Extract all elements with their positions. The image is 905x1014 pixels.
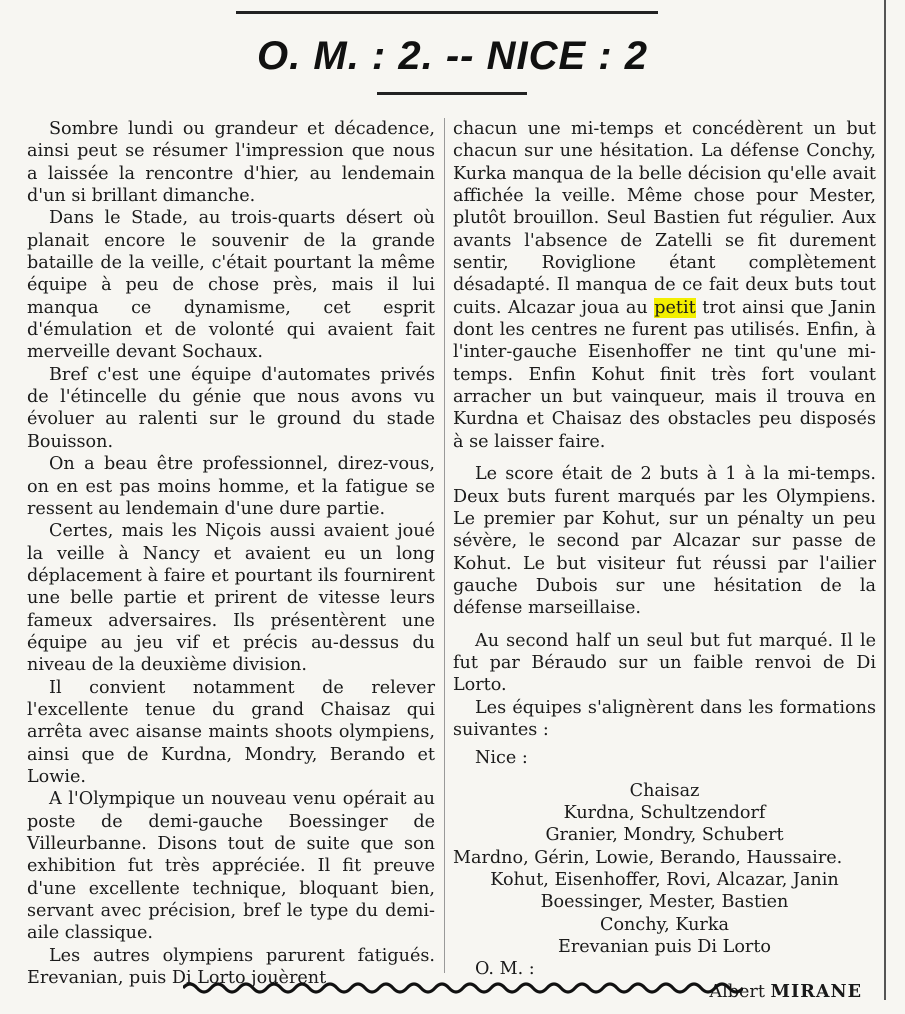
right-column <box>453 118 876 1003</box>
column-divider <box>444 118 445 973</box>
paragraph: Il convient notamment de relever l'excellente tenue du grand Chaisaz qui arrêta avec aisanse maints shoots olympiens, ainsi que de Kurdna, Mondry, Berando et Lowie. <box>27 677 435 787</box>
highlighted-word: petit <box>654 297 696 318</box>
headline-underline <box>377 92 527 95</box>
top-rule <box>236 11 658 14</box>
paragraph: Bref c'est une équipe d'automates privés de l'étincelle du génie que nous avons vu évoluer au ralenti sur le ground du stade Bouisson. <box>27 364 435 452</box>
paragraph-text: chacun une mi-temps et concédèrent un but chacun sur une hésitation. La défense Conchy, Kurka manqua de la belle décision qu'elle avait affichée la veille. Même chose pour Mester, plutôt brouillon. Seul Bastien fut régulier. Aux avants l'absence de Zatelli se fit durement sentir, Roviglione étant complètement désadapté. Il manqua de ce fait deux buts tout cuits. Alcazar joua au <box>453 119 876 318</box>
team-label-nice: Nice : <box>475 748 528 769</box>
lineup-line: Chaisaz <box>629 780 700 801</box>
lineups <box>453 747 876 1003</box>
lineup-line: Mardno, Gérin, Lowie, Berando, Haussaire. <box>453 847 843 868</box>
lineup-line: Conchy, Kurka <box>599 914 729 935</box>
wavy-rule <box>183 980 743 996</box>
paragraph <box>453 118 876 453</box>
paragraph: Au second half un seul but fut marqué. Il le fut par Béraudo sur un faible renvoi de Di Lorto. <box>453 630 876 696</box>
paragraph: Sombre lundi ou grandeur et décadence, ainsi peut se résumer l'impression que nous a laissée la rencontre d'hier, au lendemain d'un si brillant dimanche. <box>27 119 435 207</box>
team-label-om: O. M. : <box>475 959 535 980</box>
paragraph: A l'Olympique un nouveau venu opérait au poste de demi-gauche Boessinger de Villeurbanne. Disons tout de suite que son exhibition fut très appréciée. Il fit preuve d'une excellente technique, bloquant bien, servant avec précision, bref le type du demi-aile classique. <box>27 789 435 944</box>
paragraph: Les équipes s'alignèrent dans les formations suivantes : <box>453 697 876 740</box>
paragraph: Les autres olympiens parurent fatigués. Erevanian, puis Di Lorto jouèrent <box>27 945 435 989</box>
paragraph: Dans le Stade, au trois-quarts désert où planait encore le souvenir de la grande bataille de la veille, c'était pourtant la même équipe à peu de chose près, mais il lui manqua ce dynamisme, cet esprit d'émulation et de volonté qui avaient fait merveille devant Sochaux. <box>27 208 435 363</box>
paragraph-text: trot ainsi que Janin dont les centres ne furent pas utilisés. Enfin, à l'inter-gauche Eisenhoffer ne tint qu'une mi-temps. Enfin Kohut finit très fort voulant arracher un but vainqueur, mais il trouva en Kurdna et Chaisaz des obstacles peu disposés à se laisser faire. <box>453 297 876 452</box>
byline-first-name: Albert <box>709 981 765 1002</box>
lineup-line: Erevanian puis Di Lorto <box>558 937 771 958</box>
left-column <box>27 118 435 989</box>
lineup-line: Kurdna, Schultzendorf <box>563 802 766 823</box>
paragraph: Le score était de 2 buts à 1 à la mi-temps. Deux buts furent marqués par les Olympiens. Le premier par Kohut, sur un pénalty un peu sévère, le second par Alcazar sur passe de Kohut. Le but visiteur fut réussi par l'ailier gauche Dubois sur une hésitation de la défense marseillaise. <box>453 464 876 619</box>
right-border <box>884 0 886 1000</box>
paragraph: On a beau être professionnel, direz-vous, on en est pas moins homme, et la fatigue se ressent au lendemain d'une dure partie. <box>27 454 435 519</box>
byline-last-name: MIRANE <box>770 980 862 1002</box>
paragraph: Certes, mais les Niçois aussi avaient joué la veille à Nancy et avaient eu un long déplacement à faire et pourtant ils fournirent une belle partie et prirent de vitesse leurs fameux adversaires. Ils présentèrent une équipe au jeu vif et précis au-dessus du niveau de la deuxième division. <box>27 521 435 676</box>
lineup-line: Granier, Mondry, Schubert <box>545 825 784 846</box>
headline: O. M. : 2. -- NICE : 2 <box>257 34 648 78</box>
lineup-line: Boessinger, Mester, Bastien <box>540 892 789 913</box>
lineup-line: Kohut, Eisenhoffer, Rovi, Alcazar, Janin <box>490 870 839 890</box>
